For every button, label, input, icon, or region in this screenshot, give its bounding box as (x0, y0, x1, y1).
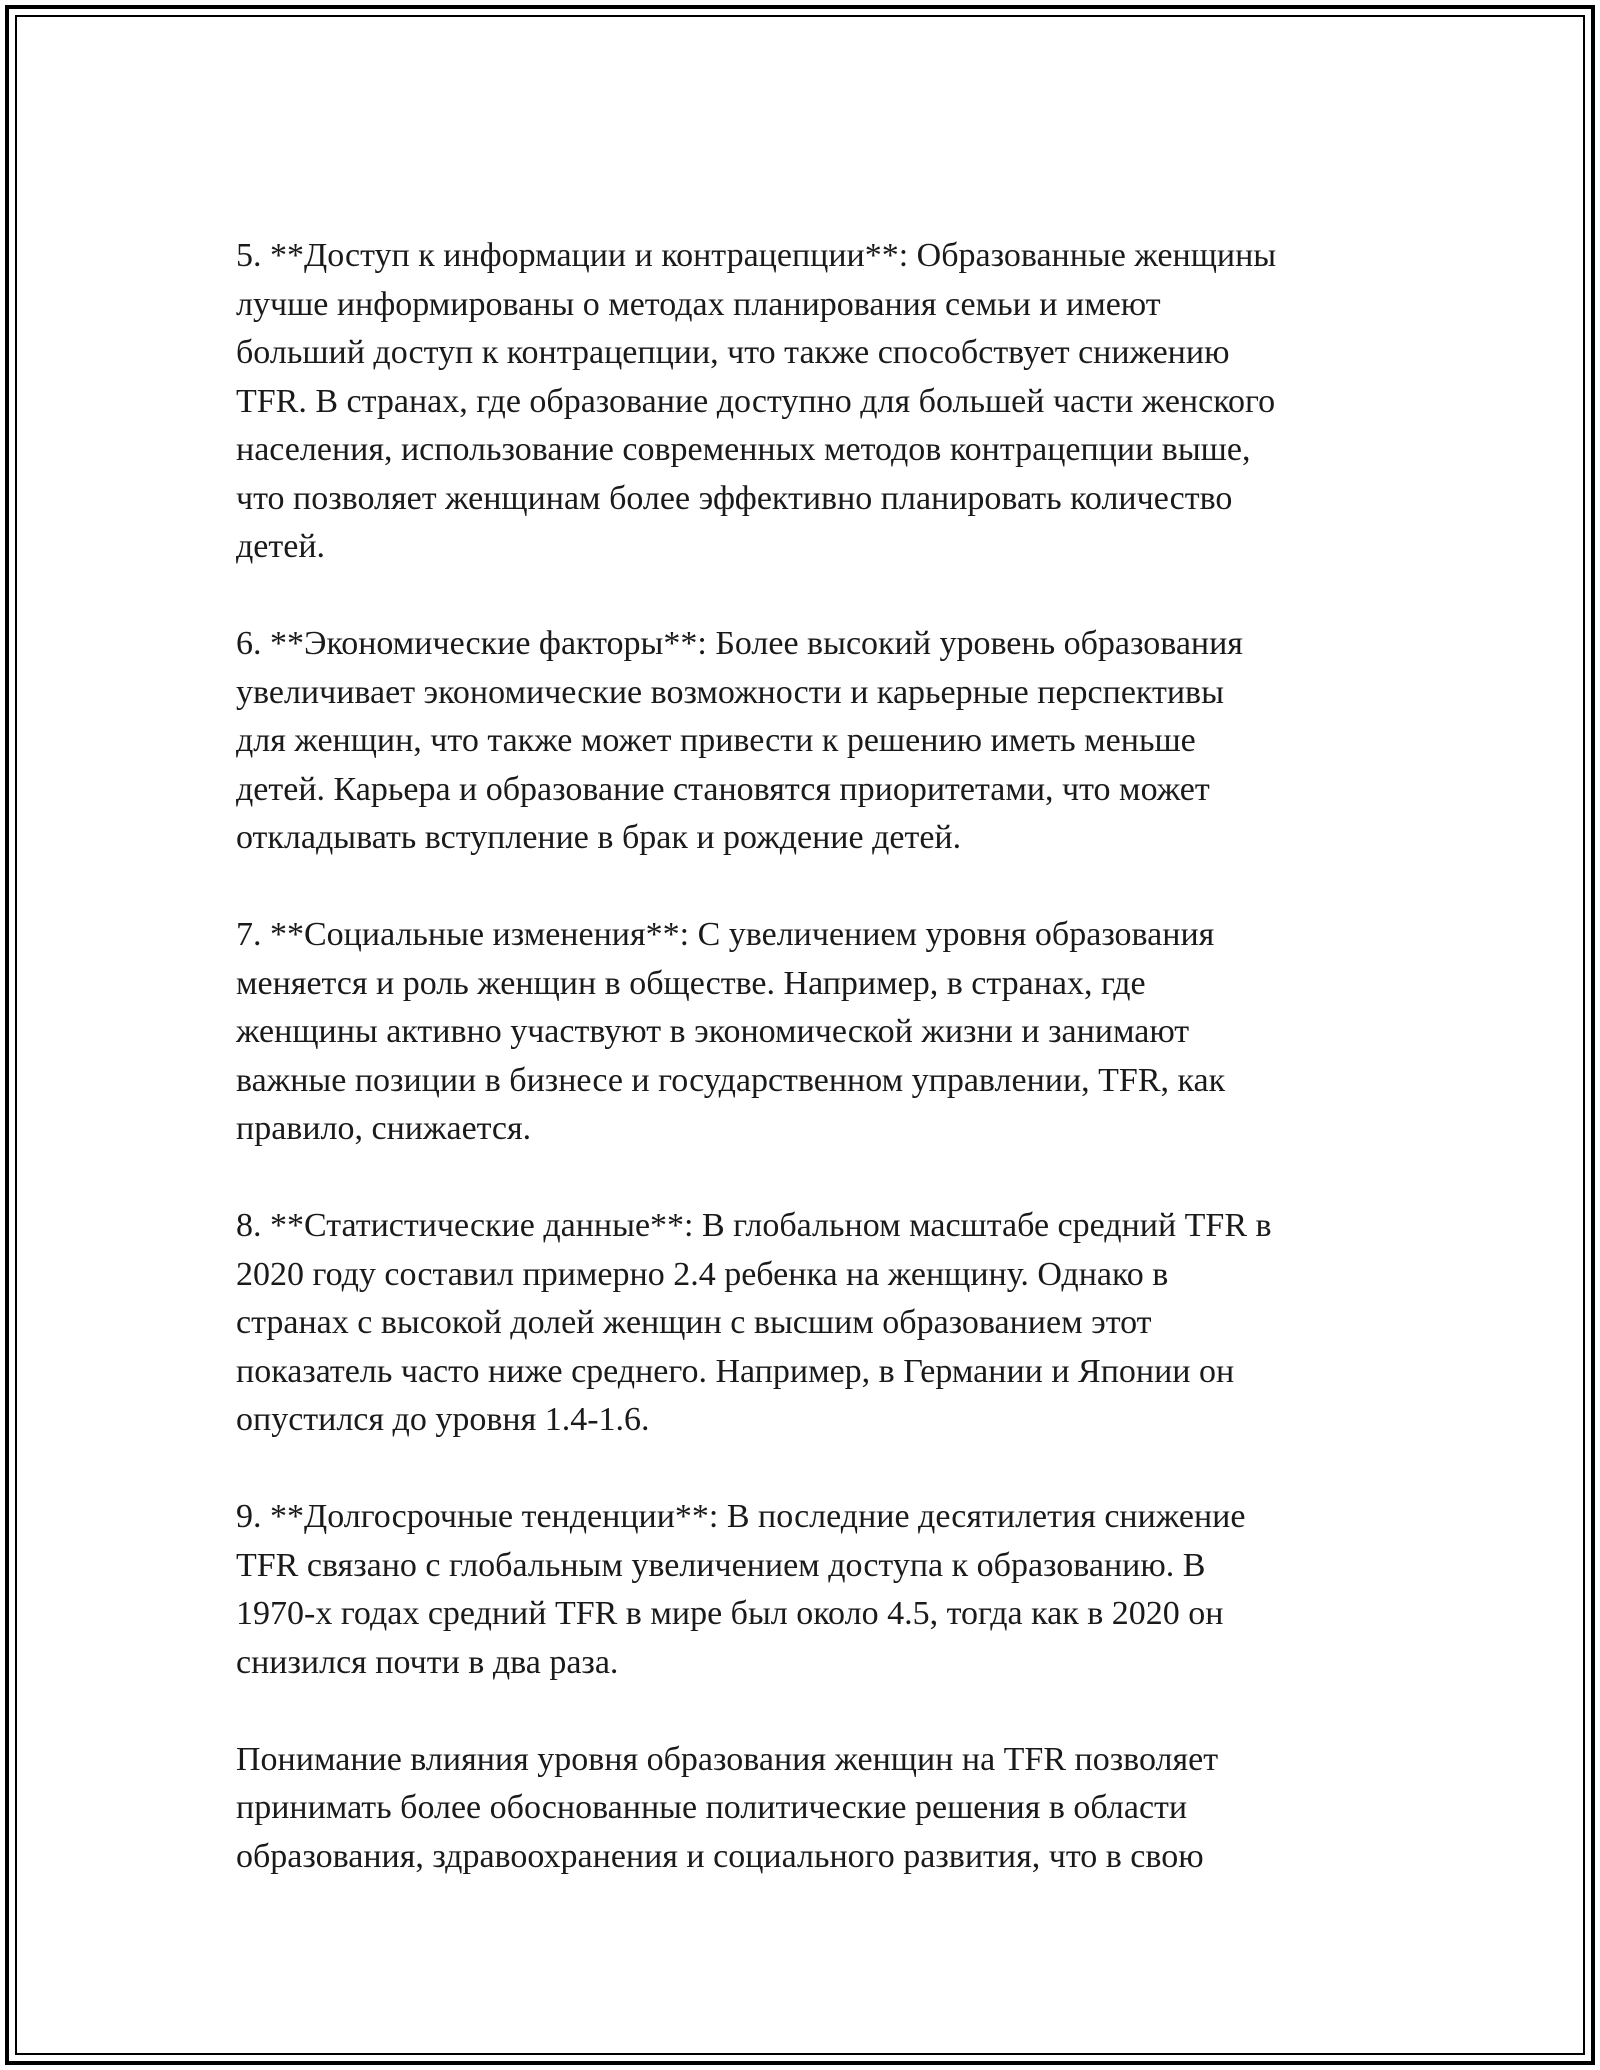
text-line: TFR. В странах, где образование доступно для большей части женского (236, 382, 1276, 420)
text-line: женщины активно участвуют в экономической жизни и занимают (236, 1013, 1190, 1050)
text-line: увеличивает экономические возможности и карьерные перспективы (236, 673, 1224, 711)
text-line: меняется и роль женщин в обществе. Например, в странах, где (236, 964, 1146, 1002)
text-line: для женщин, что также может привести к решению иметь меньше (236, 722, 1196, 759)
text-line: больший доступ к контрацепции, что также способствует снижению (236, 334, 1230, 371)
text-line: детей. Карьера и образование становятся приоритетами, что может (236, 770, 1210, 808)
text-line: откладывать вступление в брак и рождение детей. (236, 819, 962, 856)
text-line: что позволяет женщинам более эффективно планировать количество (236, 479, 1233, 517)
document-body (236, 232, 1396, 1930)
paragraph-statistical-data (236, 1202, 1396, 1445)
text-line: 7. **Социальные изменения**: С увеличением уровня образования (236, 916, 1215, 953)
paragraph-social-changes (236, 911, 1396, 1154)
text-line: странах с высокой долей женщин с высшим образованием этот (236, 1304, 1152, 1341)
text-line: населения, использование современных методов контрацепции выше, (236, 431, 1251, 468)
text-line: опустился до уровня 1.4-1.6. (236, 1401, 650, 1438)
text-line: правило, снижается. (236, 1110, 532, 1147)
text-line: TFR связано с глобальным увеличением доступа к образованию. В (236, 1546, 1206, 1584)
text-line: 2020 году составил примерно 2.4 ребенка на женщину. Однако в (236, 1255, 1169, 1293)
text-line: 6. **Экономические факторы**: Более высокий уровень образования (236, 625, 1243, 662)
text-line: важные позиции в бизнесе и государственном управлении, TFR, как (236, 1061, 1226, 1099)
paragraph-long-term-trends (236, 1493, 1396, 1687)
paragraph-access-to-contraception (236, 232, 1396, 572)
paragraph-conclusion (236, 1736, 1396, 1882)
text-line: снизился почти в два раза. (236, 1643, 619, 1681)
text-line: 8. **Статистические данные**: В глобальном масштабе средний TFR в (236, 1207, 1272, 1244)
text-line: 9. **Долгосрочные тенденции**: В последние десятилетия снижение (236, 1498, 1246, 1535)
text-line: показатель часто ниже среднего. Например, в Германии и Японии он (236, 1352, 1235, 1390)
text-line: 1970-х годах средний TFR в мире был около 4.5, тогда как в 2020 он (236, 1595, 1224, 1632)
paragraph-economic-factors (236, 620, 1396, 863)
text-line: лучше информированы о методах планирования семьи и имеют (236, 285, 1161, 323)
text-line: 5. **Доступ к информации и контрацепции**: Образованные женщины (236, 237, 1277, 274)
text-line: образования, здравоохранения и социального развития, что в свою (236, 1837, 1204, 1875)
text-line: Понимание влияния уровня образования женщин на TFR позволяет (236, 1740, 1219, 1778)
text-line: детей. (236, 528, 326, 565)
text-line: принимать более обоснованные политические решения в области (236, 1789, 1188, 1826)
